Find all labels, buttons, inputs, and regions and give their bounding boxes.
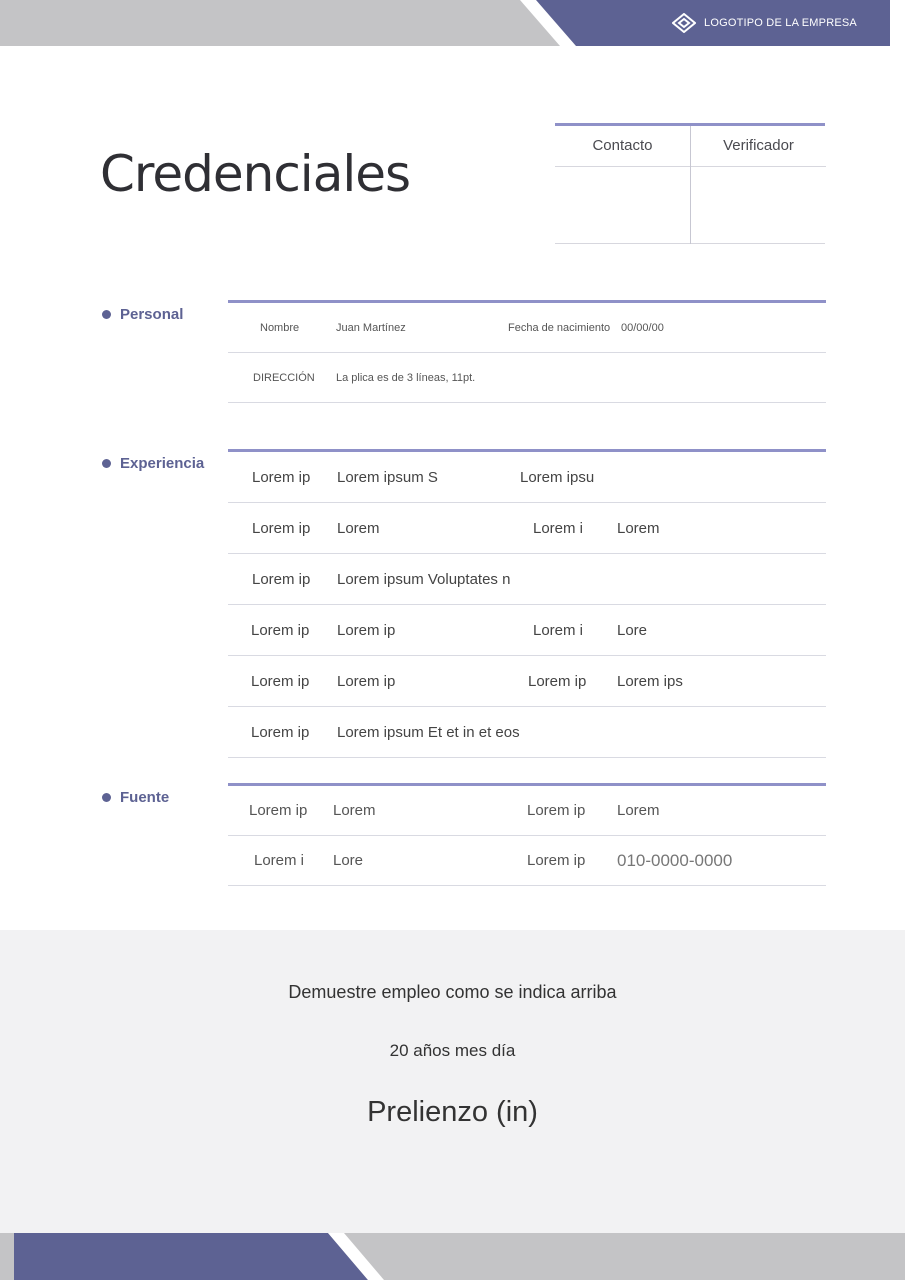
section-experience-title: Experiencia — [120, 455, 205, 472]
table-cell: Lorem ip — [251, 724, 310, 741]
table-cell: Lorem — [333, 802, 376, 819]
table-cell: Lorem ip — [527, 852, 586, 869]
section-personal-title: Personal — [120, 306, 184, 323]
table-row — [228, 707, 826, 758]
table-row — [228, 605, 826, 656]
section-experience-label — [102, 455, 204, 472]
address-label: DIRECCIÓN — [253, 372, 315, 384]
table-cell: Lorem ip — [527, 802, 586, 819]
birth-value: 00/00/00 — [621, 322, 664, 334]
table-cell: Lorem ip — [249, 802, 308, 819]
table-cell: Lorem ip — [251, 622, 310, 639]
logo-diamond-icon — [672, 13, 696, 33]
approval-contact-column — [555, 126, 690, 244]
source-table — [228, 783, 826, 886]
table-cell: Lorem ip — [337, 622, 396, 639]
company-logo — [672, 13, 857, 33]
bullet-icon — [102, 793, 111, 802]
table-row — [228, 786, 826, 836]
table-row — [228, 836, 826, 886]
table-row — [228, 554, 826, 605]
table-cell: Lorem ip — [252, 469, 311, 486]
table-row — [228, 503, 826, 554]
approval-box — [555, 123, 825, 244]
footer-date: 20 años mes día — [389, 1041, 516, 1060]
footer-band — [0, 1233, 905, 1280]
table-cell: Lorem ip — [252, 520, 311, 537]
table-cell: Lorem ip — [337, 673, 396, 690]
section-source-title: Fuente — [120, 789, 170, 806]
birth-label: Fecha de nacimiento — [508, 322, 611, 334]
name-value: Juan Martínez — [336, 322, 406, 334]
table-cell: Lorem ip — [251, 673, 310, 690]
table-cell: Lorem i — [254, 852, 305, 869]
name-label: Nombre — [260, 322, 300, 334]
table-cell: Lorem — [617, 520, 660, 537]
section-personal-label — [102, 306, 183, 323]
table-cell: Lorem ip — [252, 571, 311, 588]
table-cell: Lorem i — [533, 622, 584, 639]
table-row — [228, 656, 826, 707]
approval-verifier-header: Verificador — [691, 126, 826, 167]
page-title: Credenciales — [100, 145, 411, 203]
footer-panel — [0, 930, 905, 1233]
table-cell: Lorem ips — [617, 673, 683, 690]
phone-value: 010-0000-0000 — [617, 851, 733, 870]
table-row — [228, 303, 826, 353]
table-cell: Lorem — [337, 520, 380, 537]
table-cell: Lorem ip — [528, 673, 587, 690]
approval-verifier-column — [690, 126, 826, 244]
table-cell: Lorem ipsu — [520, 469, 595, 486]
section-source-label — [102, 789, 169, 806]
footer-statement: Demuestre empleo como se indica arriba — [288, 982, 617, 1002]
bullet-icon — [102, 310, 111, 319]
table-cell: Lore — [333, 852, 364, 869]
table-row — [228, 353, 826, 403]
table-cell: Lorem ipsum Voluptates n — [337, 571, 511, 588]
table-cell: Lorem ipsum Et et in et eos — [337, 724, 520, 741]
table-cell: Lorem i — [533, 520, 584, 537]
personal-table — [228, 300, 826, 403]
address-value: La plica es de 3 líneas, 11pt. — [336, 372, 476, 384]
experience-table — [228, 449, 826, 758]
table-cell: Lorem ipsum S — [337, 469, 438, 486]
table-cell: Lorem — [617, 802, 660, 819]
logo-text: LOGOTIPO DE LA EMPRESA — [704, 17, 857, 29]
table-cell: Lore — [617, 622, 648, 639]
bullet-icon — [102, 459, 111, 468]
table-row — [228, 452, 826, 503]
footer-signature: Prelienzo (in) — [367, 1096, 538, 1128]
approval-contact-header: Contacto — [555, 126, 690, 167]
